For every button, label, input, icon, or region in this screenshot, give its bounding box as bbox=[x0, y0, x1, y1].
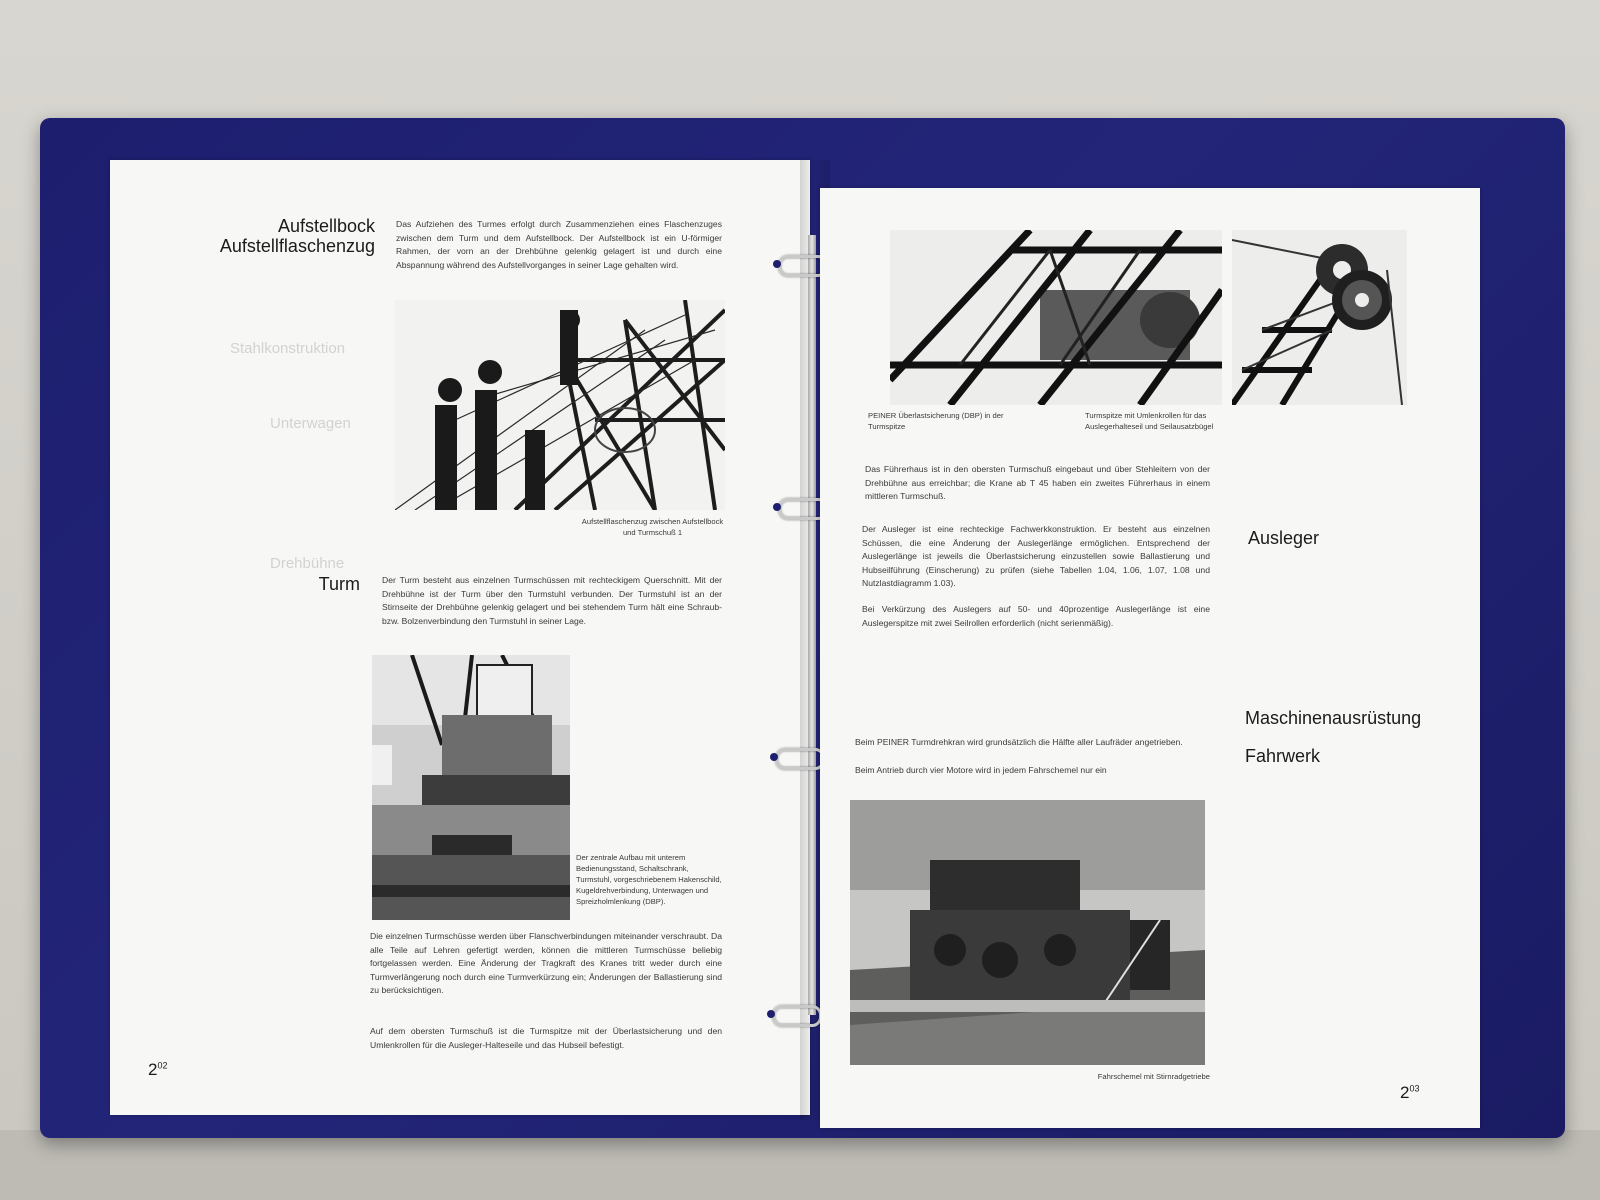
heading-ausleger: Ausleger bbox=[1248, 528, 1320, 548]
paragraph-turmspitze: Auf dem obersten Turmschuß ist die Turmspitze mit der Überlastsicherung und den Umlenkrollen für die Ausleger-Halteseile und das Hubseil befestigt. bbox=[370, 1026, 722, 1050]
paragraph-antrieb: Beim Antrieb durch vier Motore wird in jedem Fahrschemel nur ein bbox=[855, 765, 1107, 775]
paragraph-turmschuesse: Die einzelnen Turmschüsse werden über Flanschverbindungen miteinander verschraubt. Da alle Teile auf Lehren gefertigt werden, können die mittleren Turmschüsse beliebig fortgelassen werden. Eine Änderung der Tragkraft des Kranes tritt weder durch eine Turmverlängerung noch durch eine Turmverkürzung ein; Änderungen der Ballastierung sind zu berücksichtigen. bbox=[370, 931, 722, 996]
caption-aufstellflaschenzug: Aufstellflaschenzug zwischen Aufstellbock und Turmschuß 1 bbox=[581, 517, 724, 537]
binder-rail bbox=[808, 235, 816, 1015]
binder-ring-3 bbox=[775, 748, 825, 770]
photo-zentraler-aufbau bbox=[372, 655, 570, 920]
page-number-right-main: 2 bbox=[1400, 1083, 1410, 1102]
photo-turmspitze bbox=[1232, 230, 1407, 405]
photo-ueberlastsicherung bbox=[890, 230, 1222, 405]
paragraph-auslegerspitze: Bei Verkürzung des Auslegers auf 50- und 40prozentige Auslegerlänge ist eine Auslegerspitze mit zwei Seilrollen erforderlich (nicht serienmäßig). bbox=[862, 604, 1210, 628]
binder-ring-4 bbox=[772, 1005, 822, 1027]
paragraph-peiner-turmdrehkran: Beim PEINER Turmdrehkran wird grundsätzlich die Hälfte aller Laufräder angetrieben. bbox=[855, 737, 1183, 747]
page-number-right-sub: 03 bbox=[1409, 1083, 1420, 1094]
paragraph-fuehrerhaus: Das Führerhaus ist in den obersten Turmschuß eingebaut und über Stehleitern von der Drehbühne aus erreichbar; die Krane ab T 45 haben ein zweites Führerhaus in einem mittleren Turmschuß. bbox=[865, 464, 1210, 502]
page-number-right bbox=[1400, 1083, 1419, 1103]
paragraph-aufstellbock: Das Aufziehen des Turmes erfolgt durch Zusammenziehen eines Flaschenzuges zwischen dem Turm und dem Aufstellbock. Der Aufstellbock ist ein U-förmiger Rahmen, der vorn an der Drehbühne gelenkig gelagert ist und durch eine Abspannung während des Aufstellvorganges in seiner Lage gehalten wird. bbox=[396, 219, 722, 270]
page-number-left-main: 2 bbox=[148, 1060, 158, 1079]
ghost-heading-1: Stahlkonstruktion bbox=[230, 340, 346, 357]
caption-fahrschemel: Fahrschemel mit Stirnradgetriebe bbox=[1097, 1072, 1210, 1081]
heading-turm: Turm bbox=[318, 574, 360, 594]
photo-fahrschemel bbox=[850, 800, 1205, 1065]
photo-aufstellflaschenzug bbox=[395, 300, 725, 510]
paragraph-turm: Der Turm besteht aus einzelnen Turmschüssen mit rechteckigem Querschnitt. Mit der Drehbühne ist der Turm über den Turmstuhl verbunden. Der Turmstuhl ist an der Stirnseite der Drehbühne gelenkig gelagert und bei stehendem Turm hält eine Schraub- bzw. Bolzenverbindung den Turmstuhl in seiner Lage. bbox=[382, 575, 722, 626]
caption-turmspitze: Turmspitze mit Umlenkrollen für das Auslegerhalteseil und Seilausatzbügel bbox=[1085, 411, 1214, 431]
heading-fahrwerk: Fahrwerk bbox=[1245, 746, 1321, 766]
right-page bbox=[820, 188, 1480, 1128]
wall-background bbox=[0, 1130, 1600, 1200]
paragraph-ausleger: Der Ausleger ist eine rechteckige Fachwerkkonstruktion. Er besteht aus einzelnen Schüssen, die eine Änderung der Auslegerlänge ermöglichen. Entsprechend der Auslegerlänge ist jeweils die Überlastsicherung einzustellen sowie Ballastierung und Hubseilführung (Einscherung) zu prüfen (siehe Tabellen 1.04, 1.06, 1.07, 1.08 und Nutzlastdiagramm 1.03). bbox=[862, 524, 1210, 589]
page-number-left bbox=[148, 1060, 167, 1080]
heading-aufstellbock bbox=[170, 216, 375, 256]
ghost-heading-2: Unterwagen bbox=[270, 415, 351, 432]
page-number-left-sub: 02 bbox=[157, 1060, 168, 1071]
heading-maschinenausruestung: Maschinenausrüstung bbox=[1245, 708, 1422, 728]
heading-aufstellbock-line1: Aufstellbock bbox=[277, 216, 375, 236]
ghost-heading-3: Drehbühne bbox=[270, 555, 345, 572]
heading-aufstellbock-line2: Aufstellflaschenzug bbox=[219, 236, 375, 256]
caption-zentraler-aufbau: Der zentrale Aufbau mit unterem Bedienungsstand, Schaltschrank, Turmstuhl, vorgeschriebenem Hakenschild, Kugeldrehverbindung, Unterwagen und Spreizholmlenkung (DBP). bbox=[576, 853, 722, 906]
caption-peiner-ueberlastsicherung: PEINER Überlastsicherung (DBP) in der Turmspitze bbox=[868, 411, 1004, 431]
left-page bbox=[110, 160, 810, 1115]
